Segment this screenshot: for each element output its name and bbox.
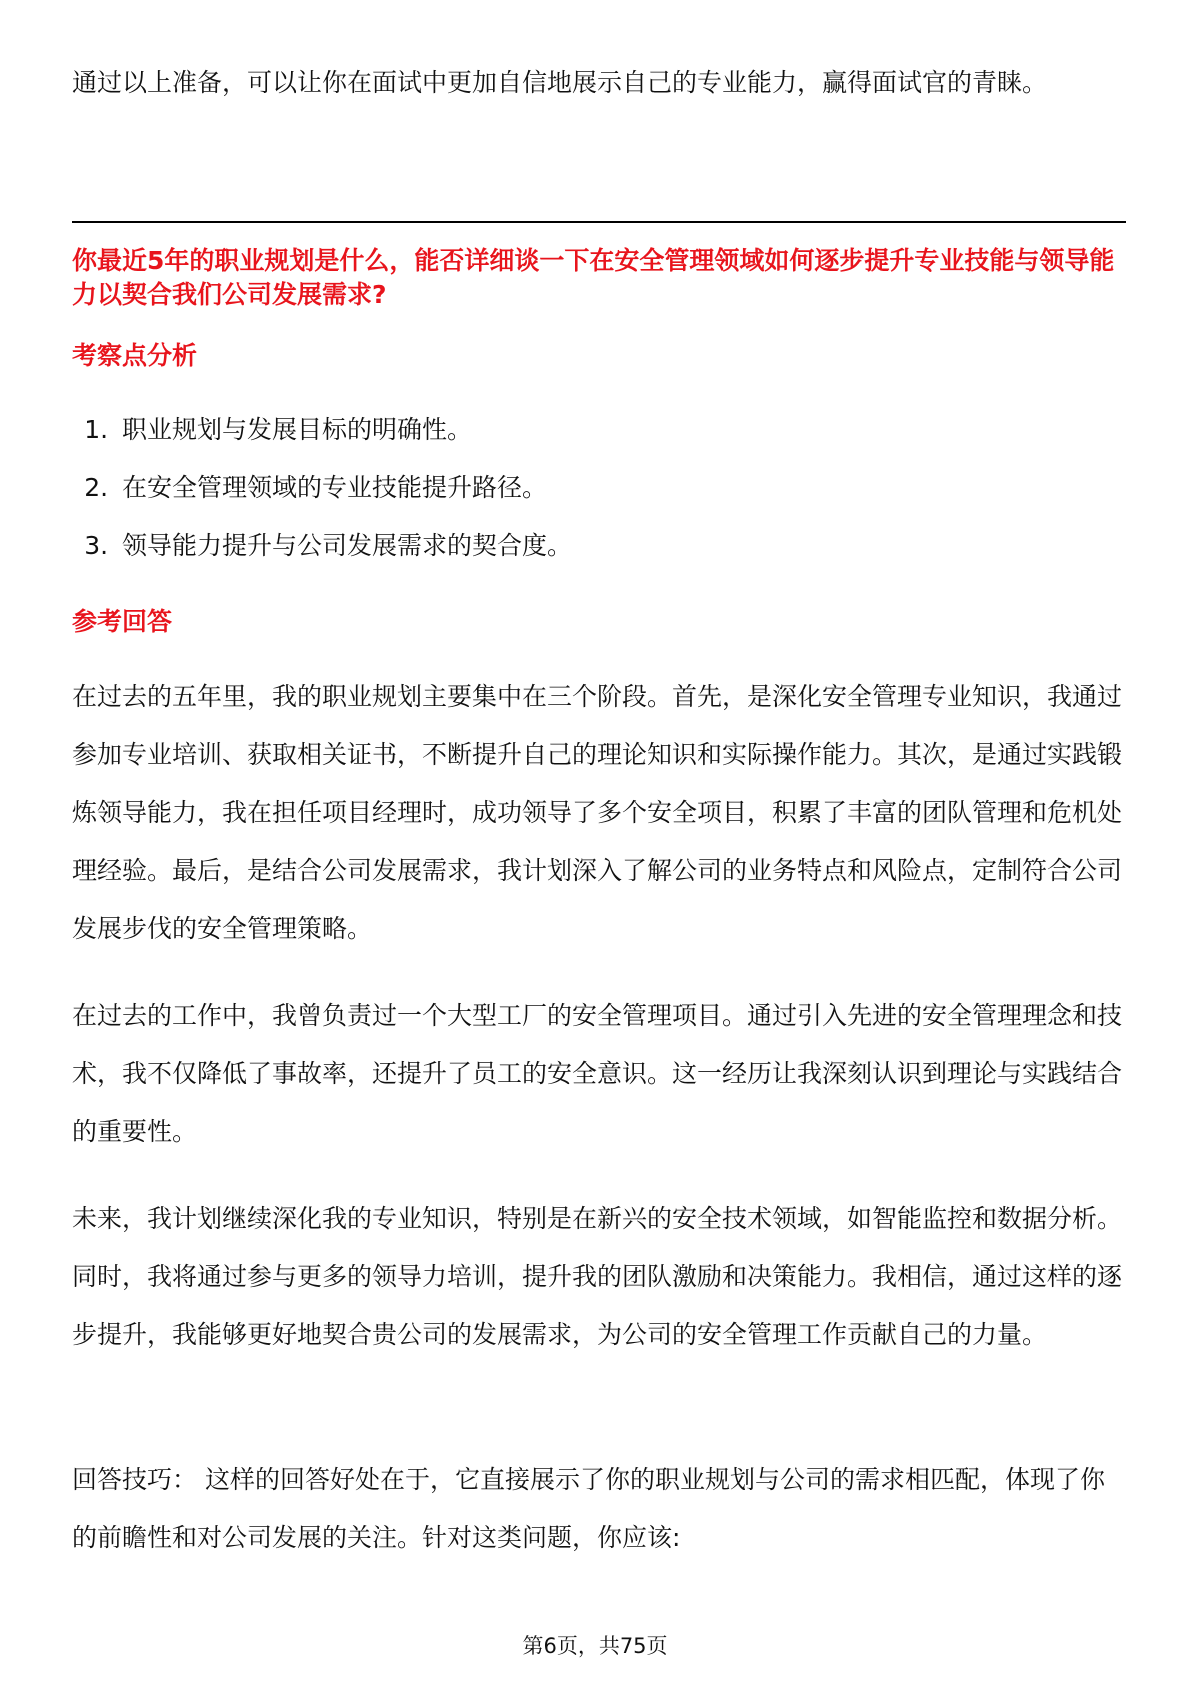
divider — [72, 221, 1126, 223]
list-item: 3. 领导能力提升与公司发展需求的契合度。 — [116, 517, 1126, 575]
answer-paragraph: 在过去的五年里，我的职业规划主要集中在三个阶段。首先，是深化安全管理专业知识，我通过参加专业培训、获取相关证书，不断提升自己的理论知识和实际操作能力。其次，是通过实践锻炼领导能力，我在担任项目经理时，成功领导了多个安全项目，积累了丰富的团队管理和危机处理经验。最后，是结合公司发展需求，我计划深入了解公司的业务特点和风险点，定制符合公司发展步伐的安全管理策略。 — [72, 682, 1123, 943]
question-heading: 你最近5年的职业规划是什么，能否详细谈一下在安全管理领域如何逐步提升专业技能与领导能力以契合我们公司发展需求? — [72, 246, 1115, 309]
analysis-heading: 考察点分析 — [72, 341, 198, 370]
intro-paragraph — [72, 54, 1126, 112]
list-item: 2. 在安全管理领域的专业技能提升路径。 — [116, 459, 1126, 517]
answer-tips: 回答技巧： 这样的回答好处在于，它直接展示了你的职业规划与公司的需求相匹配，体现了你的前瞻性和对公司发展的关注。针对这类问题，你应该: — [72, 1465, 1105, 1552]
intro-text: 通过以上准备，可以让你在面试中更加自信地展示自己的专业能力，赢得面试官的青睐。 — [72, 68, 1048, 97]
list-item: 1. 职业规划与发展目标的明确性。 — [116, 401, 1126, 459]
answer-heading: 参考回答 — [72, 607, 173, 636]
answer-paragraph: 在过去的工作中，我曾负责过一个大型工厂的安全管理项目。通过引入先进的安全管理理念和技术，我不仅降低了事故率，还提升了员工的安全意识。这一经历让我深刻认识到理论与实践结合的重要性。 — [72, 1001, 1123, 1146]
page-number: 第6页，共75页 — [522, 1634, 668, 1658]
analysis-list — [72, 401, 1126, 575]
answer-paragraph: 未来，我计划继续深化我的专业知识，特别是在新兴的安全技术领域，如智能监控和数据分析。同时，我将通过参与更多的领导力培训，提升我的团队激励和决策能力。我相信，通过这样的逐步提升，我能够更好地契合贵公司的发展需求，为公司的安全管理工作贡献自己的力量。 — [72, 1204, 1123, 1349]
